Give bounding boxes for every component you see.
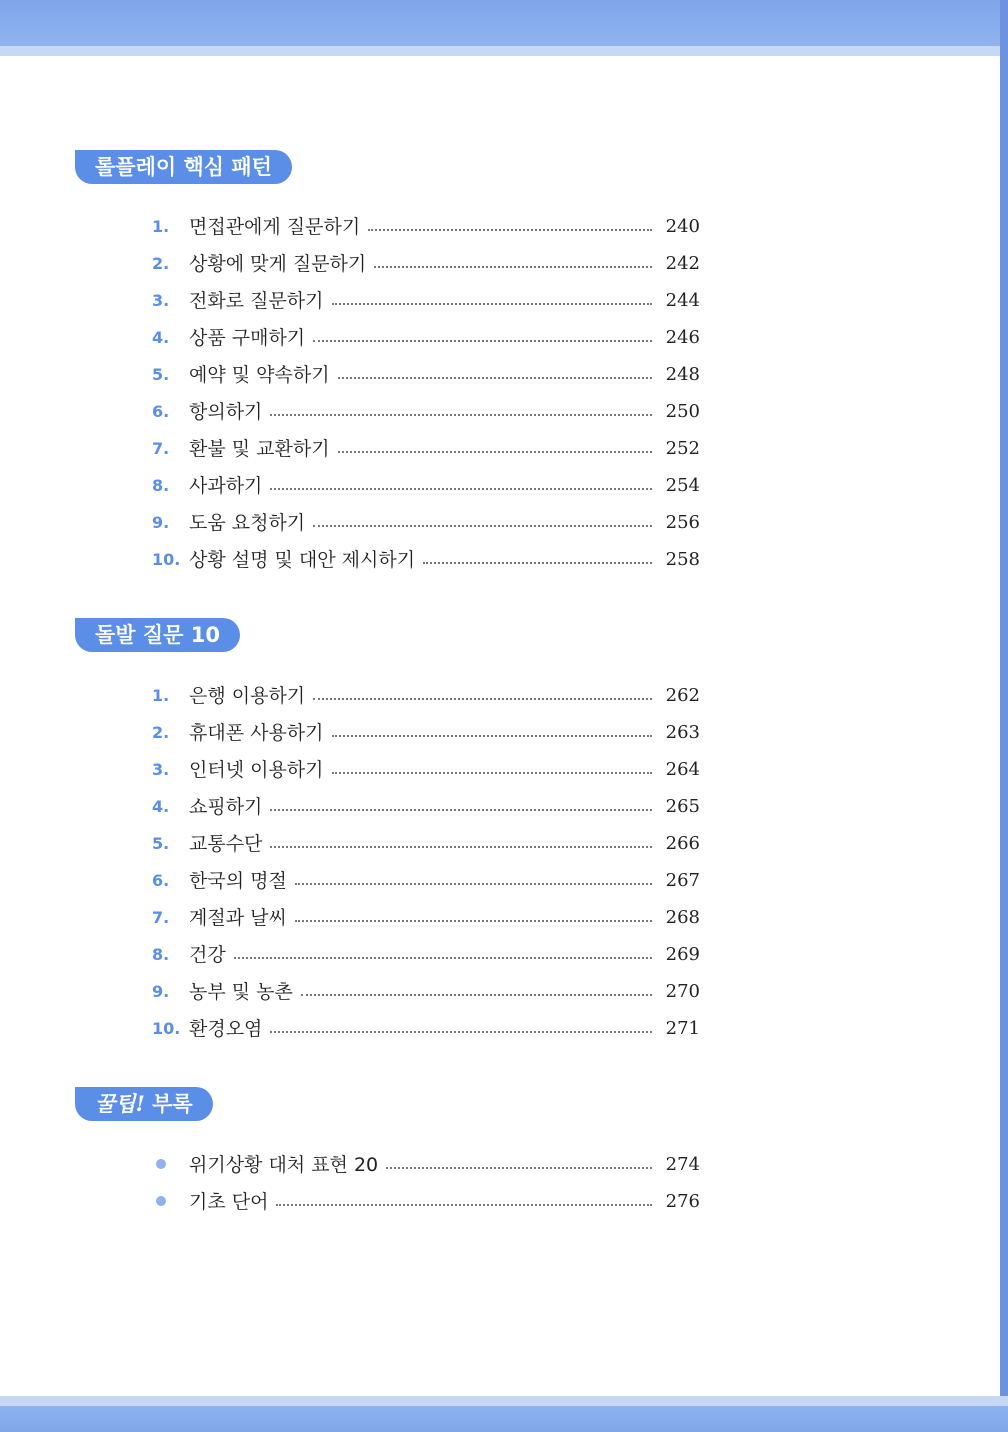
toc-page-number: 258: [665, 549, 700, 570]
toc-page-number: 252: [665, 438, 700, 459]
toc-leader-dots: [386, 1167, 652, 1169]
bottom-decorative-band: [0, 1406, 1008, 1432]
section-heading-label: 롤플레이 핵심 패턴: [95, 155, 272, 179]
toc-leader-dots: [270, 1031, 652, 1033]
section-heading-tip: 꿀팁!: [95, 1091, 145, 1116]
toc-row[interactable]: [152, 938, 700, 968]
toc-row[interactable]: [152, 247, 700, 277]
toc-leader-dots: [338, 451, 652, 453]
toc-row[interactable]: [152, 1148, 700, 1178]
toc-number: 6.: [152, 871, 170, 890]
toc-title: 한국의 명절: [189, 870, 287, 892]
toc-title: 은행 이용하기: [189, 685, 306, 707]
toc-page-number: 271: [665, 1018, 700, 1039]
toc-row[interactable]: [152, 321, 700, 351]
toc-number: 2.: [152, 254, 170, 273]
toc-title: 환경오염: [189, 1018, 263, 1040]
toc-leader-dots: [301, 994, 652, 996]
toc-number: 6.: [152, 402, 170, 421]
toc-number: 10.: [152, 550, 181, 569]
toc-number: 2.: [152, 723, 170, 742]
toc-leader-dots: [332, 735, 652, 737]
toc-number: 8.: [152, 945, 170, 964]
toc-page-number: 256: [665, 512, 700, 533]
toc-row[interactable]: [152, 901, 700, 931]
toc-number: 7.: [152, 908, 170, 927]
toc-page-number: 270: [665, 981, 700, 1002]
toc-page-number: 276: [665, 1191, 700, 1212]
toc-leader-dots: [295, 883, 652, 885]
section-heading-appendix: [75, 1087, 213, 1121]
toc-page-number: 266: [665, 833, 700, 854]
toc-number: 10.: [152, 1019, 181, 1038]
toc-number: 7.: [152, 439, 170, 458]
toc-page-number: 268: [665, 907, 700, 928]
toc-page-number: 242: [665, 253, 700, 274]
toc-title: 기초 단어: [189, 1191, 269, 1213]
toc-title: 도움 요청하기: [189, 512, 306, 534]
toc-row[interactable]: [152, 753, 700, 783]
toc-title: 교통수단: [189, 833, 263, 855]
toc-row[interactable]: [152, 469, 700, 499]
toc-row[interactable]: [152, 716, 700, 746]
toc-page-number: 264: [665, 759, 700, 780]
toc-leader-dots: [276, 1204, 652, 1206]
toc-row[interactable]: [152, 1012, 700, 1042]
toc-row[interactable]: [152, 210, 700, 240]
toc-row[interactable]: [152, 1185, 700, 1215]
toc-leader-dots: [270, 414, 652, 416]
top-decorative-stripe: [0, 46, 1008, 56]
section-heading-label: 돌발 질문 10: [95, 623, 220, 647]
toc-number: 1.: [152, 686, 170, 705]
toc-leader-dots: [234, 957, 652, 959]
toc-row[interactable]: [152, 679, 700, 709]
toc-number: 9.: [152, 982, 170, 1001]
toc-title: 전화로 질문하기: [189, 290, 324, 312]
toc-title: 위기상황 대처 표현 20: [189, 1154, 379, 1176]
toc-title: 농부 및 농촌: [189, 981, 293, 1003]
toc-leader-dots: [423, 562, 652, 564]
toc-page-number: 262: [665, 685, 700, 706]
toc-number: 5.: [152, 834, 170, 853]
toc-title: 상황 설명 및 대안 제시하기: [189, 549, 416, 571]
toc-title: 면접관에게 질문하기: [189, 216, 361, 238]
section-heading-roleplay: [75, 150, 292, 184]
toc-number: 8.: [152, 476, 170, 495]
toc-number: 3.: [152, 291, 170, 310]
toc-row[interactable]: [152, 432, 700, 462]
toc-row[interactable]: [152, 506, 700, 536]
toc-leader-dots: [313, 525, 652, 527]
toc-title: 예약 및 약속하기: [189, 364, 330, 386]
toc-leader-dots: [270, 846, 652, 848]
toc-leader-dots: [313, 340, 652, 342]
toc-leader-dots: [270, 488, 652, 490]
toc-row[interactable]: [152, 827, 700, 857]
toc-row[interactable]: [152, 975, 700, 1005]
bullet-dot-icon: [152, 1189, 189, 1215]
toc-number: 4.: [152, 797, 170, 816]
toc-title: 상황에 맞게 질문하기: [189, 253, 367, 275]
toc-leader-dots: [270, 809, 652, 811]
section-heading-label: 부록: [152, 1092, 193, 1116]
toc-leader-dots: [332, 303, 652, 305]
toc-number: 1.: [152, 217, 170, 236]
toc-page-number: 265: [665, 796, 700, 817]
toc-page-number: 263: [665, 722, 700, 743]
toc-title: 사과하기: [189, 475, 263, 497]
toc-row[interactable]: [152, 358, 700, 388]
toc-row[interactable]: [152, 395, 700, 425]
toc-title: 항의하기: [189, 401, 263, 423]
toc-row[interactable]: [152, 543, 700, 573]
toc-title: 상품 구매하기: [189, 327, 306, 349]
toc-title: 계절과 날씨: [189, 907, 287, 929]
section-heading-sudden-questions: [75, 618, 240, 652]
toc-title: 쇼핑하기: [189, 796, 263, 818]
toc-page-number: 274: [665, 1154, 700, 1175]
bullet-dot-icon: [152, 1152, 189, 1178]
toc-page-number: 254: [665, 475, 700, 496]
toc-number: 9.: [152, 513, 170, 532]
right-edge-band: [1000, 0, 1008, 1432]
toc-row[interactable]: [152, 284, 700, 314]
toc-title: 환불 및 교환하기: [189, 438, 330, 460]
toc-leader-dots: [374, 266, 652, 268]
toc-leader-dots: [338, 377, 652, 379]
toc-page-number: 269: [665, 944, 700, 965]
toc-leader-dots: [313, 698, 652, 700]
toc-number: 4.: [152, 328, 170, 347]
toc-row[interactable]: [152, 790, 700, 820]
toc-page-number: 246: [665, 327, 700, 348]
toc-number: 5.: [152, 365, 170, 384]
toc-title: 건강: [189, 944, 226, 966]
toc-page-number: 267: [665, 870, 700, 891]
toc-title: 휴대폰 사용하기: [189, 722, 324, 744]
toc-page-number: 240: [665, 216, 700, 237]
toc-leader-dots: [368, 229, 652, 231]
bottom-decorative-stripe: [0, 1396, 1008, 1406]
toc-leader-dots: [295, 920, 652, 922]
toc-leader-dots: [332, 772, 652, 774]
toc-number: 3.: [152, 760, 170, 779]
toc-row[interactable]: [152, 864, 700, 894]
toc-page-number: 250: [665, 401, 700, 422]
toc-page-number: 248: [665, 364, 700, 385]
top-decorative-band: [0, 0, 1008, 46]
toc-title: 인터넷 이용하기: [189, 759, 324, 781]
toc-page-number: 244: [665, 290, 700, 311]
